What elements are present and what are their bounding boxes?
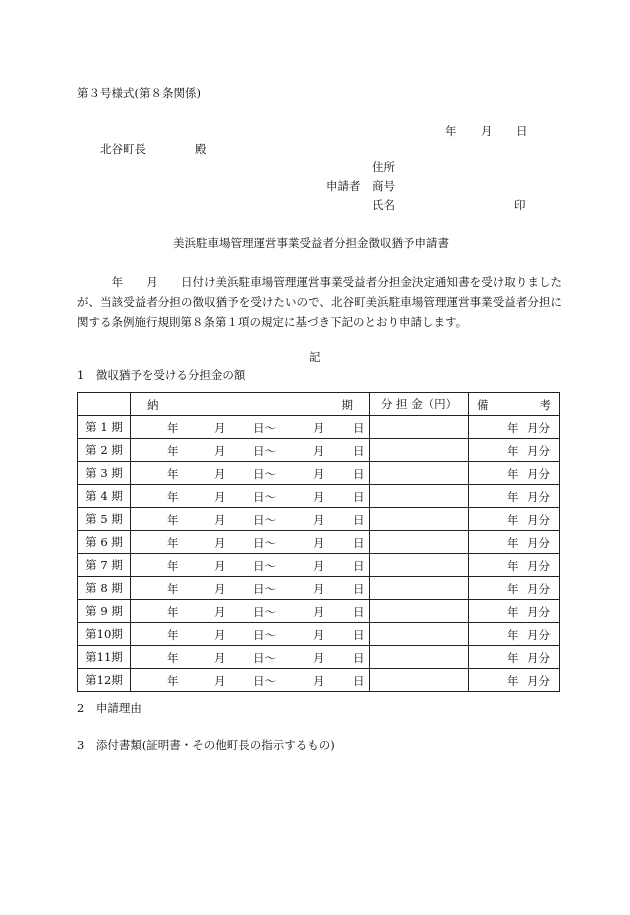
period-dates [131,508,370,531]
note-year-label: 年 [507,628,519,642]
header-note-right: 考 [539,398,551,412]
ki-heading: 記 [309,350,321,364]
period-year-label: 年 [167,605,179,619]
period-day-from-label: 日～ [253,536,276,550]
amount-cell [370,485,469,508]
period-year-label: 年 [167,559,179,573]
period-month-to-label: 月 [313,421,325,435]
table-header-row [78,393,560,416]
addressee-honorific: 殿 [195,142,207,156]
note-year-label: 年 [507,421,519,435]
note-year-label: 年 [507,513,519,527]
date-day-label: 日 [516,124,528,138]
header-amount: 分 担 金（円） [370,393,469,416]
table-row [78,462,560,485]
period-day-to-label: 日 [353,444,365,458]
period-month-label: 月 [214,490,226,504]
note-cell [469,416,560,439]
note-cell [469,485,560,508]
section-1-heading: 1 徴収猶予を受ける分担金の額 [77,368,246,382]
note-year-label: 年 [507,467,519,481]
note-cell [469,623,560,646]
note-cell [469,439,560,462]
note-month-label: 月分 [527,674,550,688]
note-month-label: 月分 [527,421,550,435]
period-dates [131,646,370,669]
header-period-left: 納 [147,398,159,412]
table-row [78,531,560,554]
period-dates [131,462,370,485]
period-name: 第 8 期 [78,577,131,600]
period-month-to-label: 月 [313,490,325,504]
period-day-from-label: 日～ [253,651,276,665]
period-dates [131,416,370,439]
period-dates [131,485,370,508]
amount-cell [370,600,469,623]
period-month-label: 月 [214,536,226,550]
table-row [78,508,560,531]
period-month-to-label: 月 [313,559,325,573]
applicant-label: 申請者 [326,179,361,193]
note-cell [469,600,560,623]
period-month-to-label: 月 [313,674,325,688]
period-day-to-label: 日 [353,490,365,504]
period-day-from-label: 日～ [253,421,276,435]
period-dates [131,600,370,623]
document-title: 美浜駐車場管理運営事業受益者分担金徴収猶予申請書 [173,236,449,250]
period-month-label: 月 [214,582,226,596]
period-month-to-label: 月 [313,467,325,481]
table-row [78,554,560,577]
period-day-from-label: 日～ [253,467,276,481]
period-month-to-label: 月 [313,444,325,458]
note-month-label: 月分 [527,467,550,481]
period-name: 第 7 期 [78,554,131,577]
note-year-label: 年 [507,559,519,573]
note-cell [469,554,560,577]
period-day-from-label: 日～ [253,490,276,504]
period-day-to-label: 日 [353,421,365,435]
note-cell [469,646,560,669]
seal-mark: 印 [514,198,526,212]
date-year-label: 年 [445,124,457,138]
amount-cell [370,623,469,646]
note-month-label: 月分 [527,582,550,596]
period-day-to-label: 日 [353,467,365,481]
period-month-label: 月 [214,444,226,458]
period-day-to-label: 日 [353,582,365,596]
deferral-table [77,392,560,692]
period-day-from-label: 日～ [253,628,276,642]
period-dates [131,577,370,600]
table-row [78,623,560,646]
note-cell [469,669,560,692]
note-month-label: 月分 [527,536,550,550]
period-month-label: 月 [214,651,226,665]
amount-cell [370,508,469,531]
period-month-to-label: 月 [313,651,325,665]
period-day-to-label: 日 [353,651,365,665]
addressee-name: 北谷町長 [100,142,146,156]
amount-cell [370,462,469,485]
period-year-label: 年 [167,582,179,596]
period-name: 第 4 期 [78,485,131,508]
date-month-label: 月 [481,124,493,138]
period-day-from-label: 日～ [253,674,276,688]
period-month-to-label: 月 [313,605,325,619]
note-year-label: 年 [507,444,519,458]
period-month-label: 月 [214,467,226,481]
note-month-label: 月分 [527,513,550,527]
period-name: 第12期 [78,669,131,692]
period-day-to-label: 日 [353,536,365,550]
header-note [469,393,560,416]
amount-cell [370,554,469,577]
period-name: 第10期 [78,623,131,646]
period-day-to-label: 日 [353,628,365,642]
name-label: 氏名 [372,198,395,212]
period-day-from-label: 日～ [253,559,276,573]
note-cell [469,462,560,485]
note-month-label: 月分 [527,605,550,619]
note-year-label: 年 [507,582,519,596]
table-row [78,669,560,692]
period-day-from-label: 日～ [253,444,276,458]
table-row [78,646,560,669]
form-number: 第３号様式(第８条関係) [77,86,201,100]
period-name: 第 5 期 [78,508,131,531]
period-name: 第 9 期 [78,600,131,623]
note-cell [469,577,560,600]
period-year-label: 年 [167,628,179,642]
header-note-left: 備 [477,398,489,412]
period-year-label: 年 [167,536,179,550]
period-day-from-label: 日～ [253,605,276,619]
period-name: 第 2 期 [78,439,131,462]
period-year-label: 年 [167,421,179,435]
period-name: 第 6 期 [78,531,131,554]
note-month-label: 月分 [527,628,550,642]
period-month-label: 月 [214,628,226,642]
period-year-label: 年 [167,467,179,481]
period-month-to-label: 月 [313,536,325,550]
amount-cell [370,577,469,600]
note-year-label: 年 [507,651,519,665]
amount-cell [370,646,469,669]
period-day-to-label: 日 [353,559,365,573]
table-row [78,439,560,462]
period-dates [131,531,370,554]
amount-cell [370,669,469,692]
address-label: 住所 [372,160,395,174]
note-year-label: 年 [507,605,519,619]
note-year-label: 年 [507,674,519,688]
table-row [78,577,560,600]
period-dates [131,669,370,692]
period-year-label: 年 [167,513,179,527]
period-name: 第11期 [78,646,131,669]
body-paragraph: 年 月 日付け美浜駐車場管理運営事業受益者分担金決定通知書を受け取りましたが、当該受益者分担の徴収猶予を受けたいので、北谷町美浜駐車場管理運営事業受益者分担に関する条例施行規則第８条第１項の規定に基づき下記のとおり申請します。 [77,275,562,329]
note-month-label: 月分 [527,651,550,665]
period-year-label: 年 [167,444,179,458]
period-dates [131,554,370,577]
period-year-label: 年 [167,674,179,688]
note-month-label: 月分 [527,559,550,573]
note-year-label: 年 [507,490,519,504]
period-month-to-label: 月 [313,513,325,527]
note-month-label: 月分 [527,444,550,458]
note-cell [469,508,560,531]
note-cell [469,531,560,554]
period-month-label: 月 [214,674,226,688]
amount-cell [370,531,469,554]
header-period [131,393,370,416]
period-name: 第 3 期 [78,462,131,485]
header-blank [78,393,131,416]
period-day-to-label: 日 [353,674,365,688]
period-year-label: 年 [167,490,179,504]
period-month-to-label: 月 [313,582,325,596]
section-3-heading: 3 添付書類(証明書・その他町長の指示するもの) [77,738,335,752]
period-day-to-label: 日 [353,513,365,527]
period-day-from-label: 日～ [253,582,276,596]
company-label: 商号 [372,179,395,193]
period-year-label: 年 [167,651,179,665]
period-month-label: 月 [214,421,226,435]
period-month-to-label: 月 [313,628,325,642]
section-2-heading: 2 申請理由 [77,701,142,715]
period-day-from-label: 日～ [253,513,276,527]
table-row [78,416,560,439]
period-dates [131,439,370,462]
period-month-label: 月 [214,513,226,527]
table-row [78,600,560,623]
header-period-right: 期 [341,398,353,412]
note-year-label: 年 [507,536,519,550]
period-name: 第 1 期 [78,416,131,439]
amount-cell [370,439,469,462]
period-month-label: 月 [214,605,226,619]
period-dates [131,623,370,646]
amount-cell [370,416,469,439]
period-day-to-label: 日 [353,605,365,619]
table-row [78,485,560,508]
period-month-label: 月 [214,559,226,573]
note-month-label: 月分 [527,490,550,504]
